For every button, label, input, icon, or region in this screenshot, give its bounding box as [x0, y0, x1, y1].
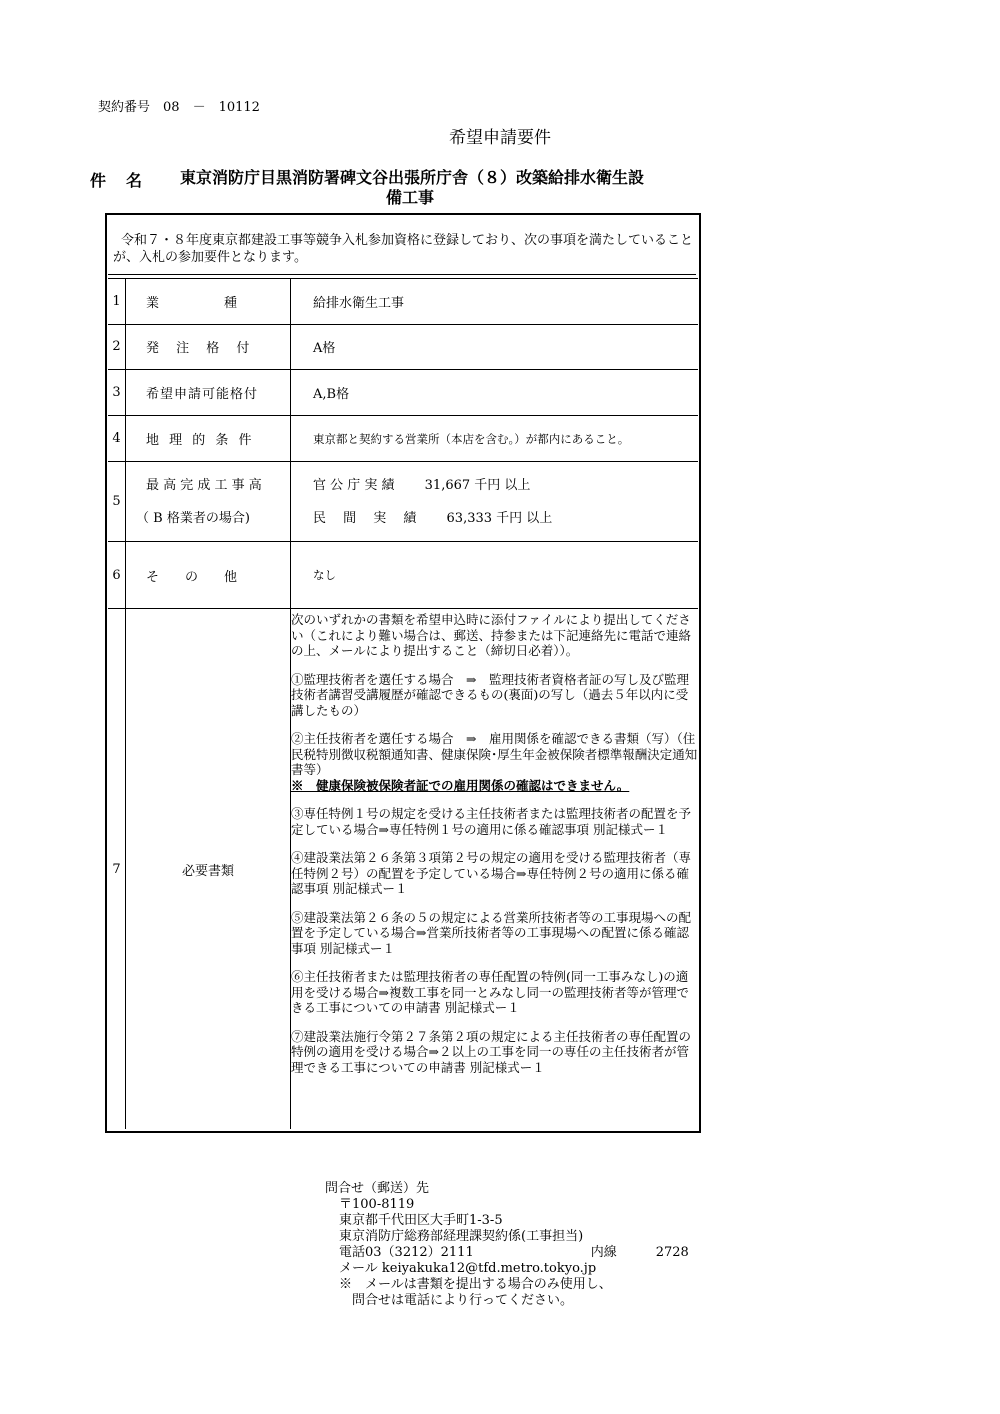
contact-email: メール keiyakuka12@tfd.metro.tokyo.jp: [339, 1261, 597, 1276]
row-number: 1: [108, 279, 126, 324]
documents-item-2: ②主任技術者を選任する場合 ⇒ 雇用関係を確認できる書類（写）（住民税特別徴収税額通知書、健康保険･厚生年金被保険者標準報酬決定通知書等）: [291, 731, 698, 777]
documents-item-6: ⑥主任技術者または監理技術者の専任配置の特例(同一工事みなし)の適用を受ける場合⇒複数工事を同一とみなし同一の監理技術者等が管理できる工事についての申請書 別記様式ー１: [291, 969, 689, 1015]
documents-item-5: ⑤建設業法第２６条の５の規定による営業所技術者等の工事現場への配置を予定している場合⇒営業所技術者等の工事現場への配置に係る確認事項 別記様式ー１: [291, 909, 692, 956]
row-label-line-1: 最 高 完 成 工 事 高: [146, 477, 262, 493]
row-value: A格: [313, 341, 336, 356]
row-label: 希望申請可能格付: [126, 370, 291, 415]
row-number: 5: [108, 462, 126, 541]
row-label: 必要書類: [126, 609, 291, 1129]
row-label: 地 理 的 条 件: [126, 416, 291, 461]
contact-address: 東京都千代田区大手町1-3-5: [339, 1213, 503, 1228]
contract-value: 08 － 10112: [163, 100, 260, 115]
row-value: 東京都と契約する営業所（本店を含む。）が都内にあること。: [313, 431, 630, 446]
row-value: 給排水衛生工事: [313, 296, 405, 311]
row-label: 発 注 格 付: [126, 324, 291, 369]
row-number: 3: [108, 370, 126, 415]
row-number: 6: [108, 542, 126, 608]
row-value: A,B格: [313, 387, 350, 402]
contact-heading: 問合せ（郵送）先: [325, 1181, 430, 1196]
table-row: [108, 324, 698, 370]
intro-text: 令和７・８年度東京都建設工事等競争入札参加資格に登録しており、次の事項を満たしていることが、入札の参加要件となります。: [113, 233, 694, 265]
documents-item-1: ①監理技術者を選任する場合 ⇒ 監理技術者資格者証の写し及び監理技術者講習受講履歴が確認できるもの(裏面)の写し（過去５年以内に受講したもの）: [291, 671, 689, 718]
subject-line-2: 備工事: [385, 188, 434, 207]
contract-label: 契約番号: [98, 100, 151, 115]
documents-intro: 次のいずれかの書類を希望申込時に添付ファイルにより提出してください（これにより難い場合は、郵送、持参または下記連絡先に電話で連絡の上、メールにより提出すること（締切日必着））。: [291, 612, 692, 658]
required-documents: [291, 612, 699, 1088]
contract-number: [98, 96, 260, 115]
contact-note-2: 問合せは電話により行ってください。: [339, 1293, 574, 1308]
row-value-line-2: 民 間 実 績 63,333 千円 以上: [313, 510, 553, 526]
table-row: [108, 278, 698, 325]
contact-phone: 電話03（3212）2111 内線 2728: [339, 1245, 689, 1260]
contact-department: 東京消防庁総務部経理課契約係(工事担当): [339, 1229, 584, 1244]
table-row: [108, 462, 698, 542]
documents-warning: ※ 健康保険被保険者証での雇用関係の確認はできません。: [291, 777, 630, 793]
row-label: [126, 462, 291, 541]
documents-item-3: ③専任特例１号の規定を受ける主任技術者または監理技術者の配置を予定している場合⇒専任特例１号の適用に係る確認事項 別記様式ー１: [291, 806, 692, 837]
table-row: [108, 416, 698, 462]
documents-item-4: ④建設業法第２６条第３項第２号の規定の適用を受ける監理技術者（専任特例２号）の配置を予定している場合⇒専任特例２号の適用に係る確認事項 別記様式ー１: [291, 850, 692, 896]
contact-postal: 〒100-8119: [339, 1197, 415, 1212]
contact-block: [325, 1181, 689, 1309]
row-value: なし: [313, 568, 336, 582]
subject-line-1: 東京消防庁目黒消防署碑文谷出張所庁舎（８）改築給排水衛生設: [180, 168, 645, 187]
row-label: そ の 他: [126, 542, 291, 608]
subject-title: [180, 168, 690, 208]
row-value: [291, 462, 698, 541]
page-title: 希望申請要件: [449, 128, 551, 148]
row-label: 業 種: [126, 279, 291, 324]
row-label-line-2: （ B 格業者の場合): [136, 510, 250, 526]
row-number: 7: [108, 609, 126, 1129]
documents-item-7: ⑦建設業法施行令第２７条第２項の規定による主任技術者の専任配置の特例の適用を受ける場合⇒２以上の工事を同一の専任の主任技術者が管理できる工事についての申請書 別記様式ー１: [291, 1028, 692, 1075]
table-row: [108, 542, 698, 609]
row-number: 2: [108, 324, 126, 369]
row-number: 4: [108, 416, 126, 461]
contact-note-1: ※ メールは書類を提出する場合のみ使用し、: [339, 1277, 612, 1292]
table-row: [108, 370, 698, 416]
row-value-line-1: 官 公 庁 実 績 31,667 千円 以上: [313, 477, 531, 493]
subject-label: 件 名: [90, 171, 145, 190]
